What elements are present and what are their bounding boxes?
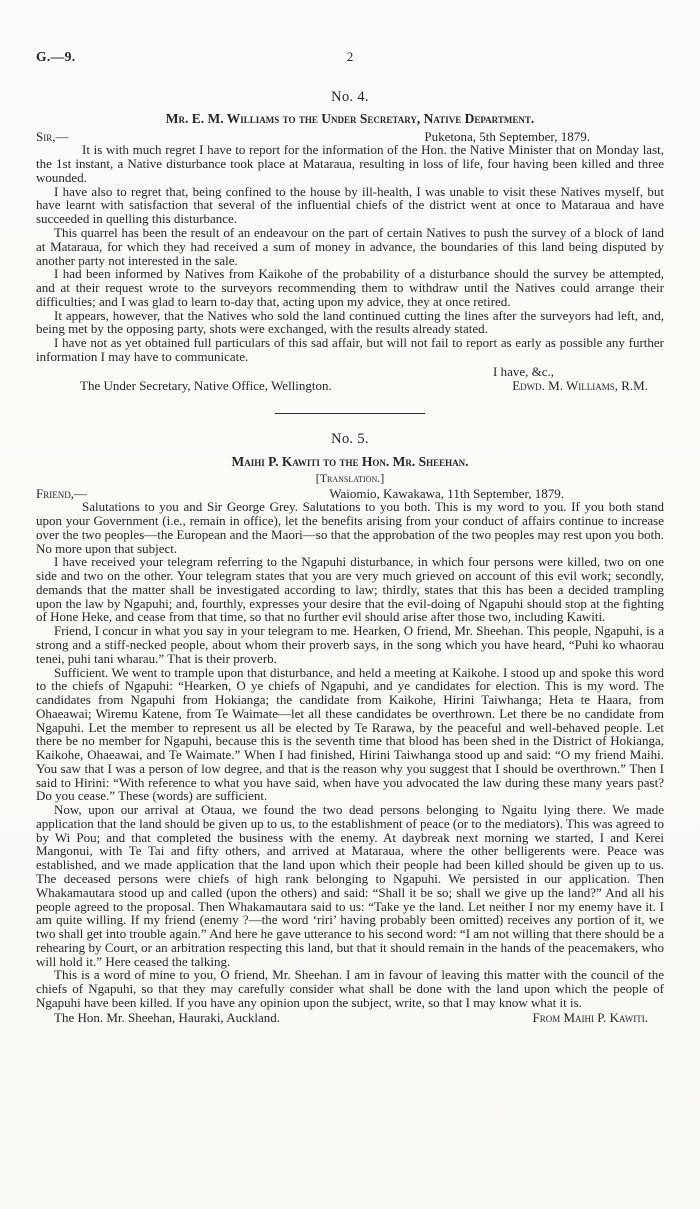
paragraph: Now, upon our arrival at Otaua, we found the two dead persons belonging to Ngaitu lying there. We made application that the land should be given up to us, to the establishment of peace (or to the mediators). This was agreed to by Wi Pou; and that completed the business with the enemy. At daybreak next morning we started, I and Kerei Mangonui, with Te Tai and fifty others, and arrived at Mataraua, where the other belligerents were. Peace was established, and we made application that the land upon which their people had been killed should be given up to us. The deceased persons were chiefs of high rank belonging to Ngapuhi. We persisted in our application. Then Whakamautara stood up and called (upon the others) and said: “Shall it be so; shall we give up the land?” And all his people agreed to the proposal. Then Whakamautara said to us: “Take ye the land. Let neither I nor my enemy have it. I am quite willing. If my friend (enemy ?—the word ‘riri’ having probably been omitted) receives any portion of it, we two shall get into trouble again.” And here he gave utterance to his second word: “I am not willing that there should be a rehearing by Court, or an arbitration respecting this land, but that it should remain in the hands of the peacemakers, who will hold it.” Here ceased the talking. bbox=[36, 802, 664, 969]
dateline: Waiomio, Kawakawa, 11th September, 1879. bbox=[329, 485, 564, 501]
paragraph: This quarrel has been the result of an endeavour on the part of certain Natives to push the survey of a block of land at Mataraua, for which they had received a sum of money in advance, the boundaries of this land being disputed by another party not interested in the sale. bbox=[36, 225, 664, 268]
letter-no4 bbox=[36, 90, 664, 393]
letter-5-signature-row bbox=[36, 1011, 664, 1025]
paragraph: I have not as yet obtained full particulars of this sad affair, but will not fail to report as early as possible any further information I may have to communicate. bbox=[36, 335, 664, 364]
valediction: I have, &c., bbox=[492, 363, 554, 379]
addressee: The Under Secretary, Native Office, Wellington. bbox=[80, 378, 332, 394]
paragraph: I have also to regret that, being confined to the house by ill-health, I was unable to visit these Natives myself, but have learnt with satisfaction that several of the influential chiefs of the district went at once to Mataraua and have succeeded in quelling this disturbance. bbox=[36, 183, 664, 227]
letter-5-number: No. 5. bbox=[331, 431, 369, 448]
letter-4-signature-row bbox=[36, 379, 664, 393]
paragraph: It is with much regret I have to report for the information of the Hon. the Native Minister that on Monday last, the 1st instant, a Native disturbance took place at Mataraua, resulting in loss of life, four having been killed and three wounded. bbox=[36, 142, 664, 185]
salutation: Friend,— bbox=[36, 485, 87, 501]
paragraph: I have received your telegram referring to the Ngapuhi disturbance, in which four persons were killed, two on one side and two on the other. Your telegram states that you are very much grieved on account of this evil work; secondly, demands that the matter shall be investigated according to law; thirdly, states that this has been a decided trampling upon the law by Ngapuhi; and, fourthly, expresses your desire that the evil-doing of Ngapuhi should stop at the fighting of Hone Heke, and cease from that time, so that no further evil should arise after those two, including Kawiti. bbox=[36, 554, 664, 625]
paragraph: This is a word of mine to you, O friend, Mr. Sheehan. I am in favour of leaving this matter with the council of the chiefs of Ngapuhi, so that they may carefully consider what shall be done with the land upon which the people of Ngapuhi have been killed. If you have any opinion upon the subject, write, so that I may know what it is. bbox=[36, 967, 664, 1010]
dateline: Puketona, 5th September, 1879. bbox=[424, 128, 590, 144]
paragraph: Salutations to you and Sir George Grey. Salutations to you both. This is my word to you. If you both stand upon your Government (i.e., remain in office), let the benefits arising from your conduct of affairs continue to increase over the two peoples—the European and the Maori—so that the approbation of the two peoples may rest upon you both. No more upon that subject. bbox=[36, 499, 664, 556]
letter-4-number: No. 4. bbox=[331, 89, 369, 105]
letter-5-heading: Maihi P. Kawiti to the Hon. Mr. Sheehan. bbox=[231, 453, 469, 469]
signature: From Maihi P. Kawiti. bbox=[532, 1009, 648, 1025]
translation-note: [Translation.] bbox=[315, 470, 385, 485]
letter-4-salutation-row bbox=[36, 130, 664, 144]
letter-no5 bbox=[36, 432, 664, 1024]
paragraph: I had been informed by Natives from Kaikohe of the probability of a disturbance should the survey be attempted, and at their request wrote to the surveyors recommending them to withdraw until the Natives could arrange their difficulties; and I was glad to learn to-day that, acting upon my advice, they at once retired. bbox=[36, 266, 664, 309]
letter-4-heading: Mr. E. M. Williams to the Under Secretary, Native Department. bbox=[165, 111, 535, 127]
paragraph: Sufficient. We went to trample upon that disturbance, and held a meeting at Kaikohe. I stood up and spoke this word to the chiefs of Ngapuhi: “Hearken, O ye chiefs of Ngapuhi, and ye candidates for election. This is my word. The candidates from Ngapuhi from Hokianga; the candidate from Kaikohe, Hirini Taiwhanga; Heta te Haara, from Ohaeawai; Wiremu Katene, from Te Waimate—let all these candidates be overthrown. Let there be no candidate from Ngapuhi. Let the member to represent us all be elected by Te Rarawa, by the peaceful and well-behaved people. Let there be no member for Ngapuhi, because this is the seventh time that blood has been shed in the District of Hokianga, Kaikohe, Ohaeawai, and Te Waimate.” When I had finished, Hirini Taiwhanga stood up and said: “O my friend Maihi. You saw that I was a person of low degree, and that is the reason why you suggest that I should be overthrown.” Then I said to Hirini: “With reference to what you have said, when have you advocated the law during these many years past? Do you cease.” These (words) are sufficient. bbox=[36, 664, 664, 804]
paragraph: Friend, I concur in what you say in your telegram to me. Hearken, O friend, Mr. Sheehan. This people, Ngapuhi, is a strong and a stiff-necked people, about whom their proverb says, in the song which you have heard, “Puhi ko whaorau tenei, puhi tani wharau.” That is their proverb. bbox=[36, 623, 664, 666]
section-divider bbox=[275, 413, 425, 414]
doc-reference: G.—9. bbox=[36, 49, 76, 64]
signature: Edwd. M. Williams, R.M. bbox=[512, 378, 648, 394]
page-header bbox=[36, 50, 664, 68]
addressee: The Hon. Mr. Sheehan, Hauraki, Auckland. bbox=[54, 1009, 281, 1025]
paragraph: It appears, however, that the Natives who sold the land continued cutting the lines after the surveyors had left, and, being met by the opposing party, shots were exchanged, with the results already stated. bbox=[36, 307, 664, 337]
letter-5-salutation-row bbox=[36, 487, 664, 501]
page-number: 2 bbox=[346, 49, 354, 64]
salutation: Sir,— bbox=[36, 128, 69, 144]
